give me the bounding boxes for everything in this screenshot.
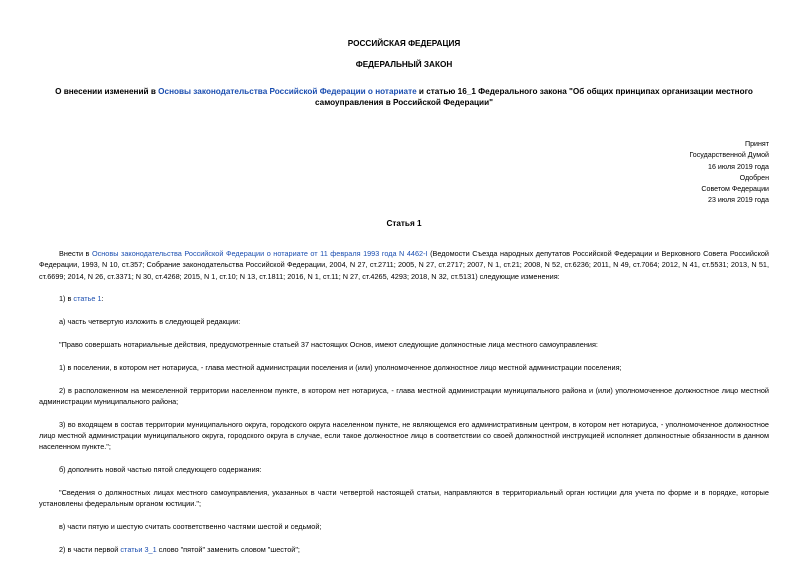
title-rest: и статью 16_1 Федерального закона "Об общих принципах организации местного самоуправления в Российской Федерации" <box>314 87 753 107</box>
approval-line: 23 июля 2019 года <box>708 196 769 205</box>
paragraph-text: Внести в <box>59 249 92 258</box>
approval-line: Одобрен <box>739 173 769 182</box>
title-link[interactable]: Основы законодательства Российской Федерации о нотариате <box>158 87 417 96</box>
paragraph <box>39 293 769 304</box>
article-heading: Статья 1 <box>386 219 422 228</box>
title-prefix: О внесении изменений в <box>55 87 159 96</box>
paragraph: а) часть четвертую изложить в следующей редакции: <box>59 317 241 327</box>
adoption-line: Принят <box>744 140 769 148</box>
article-3-1-link[interactable]: статьи 3_1 <box>120 544 157 554</box>
law-reference-link[interactable]: Основы законодательства Российской Федерации о нотариате от 11 февраля 1993 года N 4462-I <box>91 249 428 258</box>
country-heading: РОССИЙСКАЯ ФЕДЕРАЦИЯ <box>347 39 461 48</box>
paragraph-text: 1) в <box>59 294 74 304</box>
article-1-link[interactable]: статье 1 <box>73 294 102 304</box>
approval-line: Советом Федерации <box>701 185 769 194</box>
paragraph-text: : <box>101 294 104 304</box>
paragraph-text: 2) в части первой <box>59 544 121 554</box>
paragraph: 3) во входящем в состав территории муниципального округа, городского округа населенном пункте, не являющемся его административным центром, в котором нет нотариуса, - уполномоченное должностное лицо местной администрации муниципального округа, городского округа в случае, если такое должностное лицо в соответствии со своей должностной инструкцией исполняет должностные обязанности в данном населенном пункте."; <box>39 419 769 452</box>
paragraph <box>39 544 769 555</box>
paragraph-text: слово "пятой" заменить словом "шестой"; <box>156 544 300 554</box>
law-title <box>49 86 759 108</box>
paragraph-text: (Ведомости Съезда народных депутатов Российской Федерации и Верховного Совета Российской Федерации, 1993, N 10, ст.357; Собрание законодательства Российской Федерации, 2004, N 27, ст.2711; 2005, N 27, ст.2717; 2007, N 1, ст.21; 2008, N 52, ст.6236; 2011, N 49, ст.7064; 2012, N 41, ст.5531; 2013, N 51, ст.6699; 2014, N 26, ст.3371; N 30, ст.4268; 2015, N 1, ст.10; N 13, ст.1811; 2016, N 1, ст.11; N 27, ст.4265, 4293; 2018, N 32, ст.5131) следующие изменения: <box>39 249 769 281</box>
paragraph: "Право совершать нотариальные действия, предусмотренные статьей 37 настоящих Основ, имеют следующие должностные лица местного самоуправления: <box>59 339 598 349</box>
paragraph: 2) в расположенном на межселенной территории населенном пункте, в котором нет нотариуса, - глава местной администрации муниципального района и (или) уполномоченное должностное лицо местной администрации муниципального района; <box>39 385 769 406</box>
paragraph <box>39 248 769 282</box>
article-body <box>39 248 769 555</box>
adoption-line: 16 июля 2019 года <box>708 162 769 171</box>
paragraph: 1) в поселении, в котором нет нотариуса, - глава местной администрации поселения и (или) уполномоченное должностное лицо местной администрации поселения; <box>59 362 622 372</box>
adoption-info <box>689 139 769 207</box>
adoption-line: Государственной Думой <box>689 151 769 160</box>
law-type-heading: ФЕДЕРАЛЬНЫЙ ЗАКОН <box>355 60 453 69</box>
paragraph: "Сведения о должностных лицах местного самоуправления, указанных в части четвертой настоящей статьи, направляются в территориальный орган юстиции для учета по форме и в порядке, которые установлены федеральным органом юстиции."; <box>39 487 769 509</box>
paragraph: б) дополнить новой частью пятой следующего содержания: <box>59 465 262 475</box>
paragraph: в) части пятую и шестую считать соответственно частями шестой и седьмой; <box>59 521 322 531</box>
